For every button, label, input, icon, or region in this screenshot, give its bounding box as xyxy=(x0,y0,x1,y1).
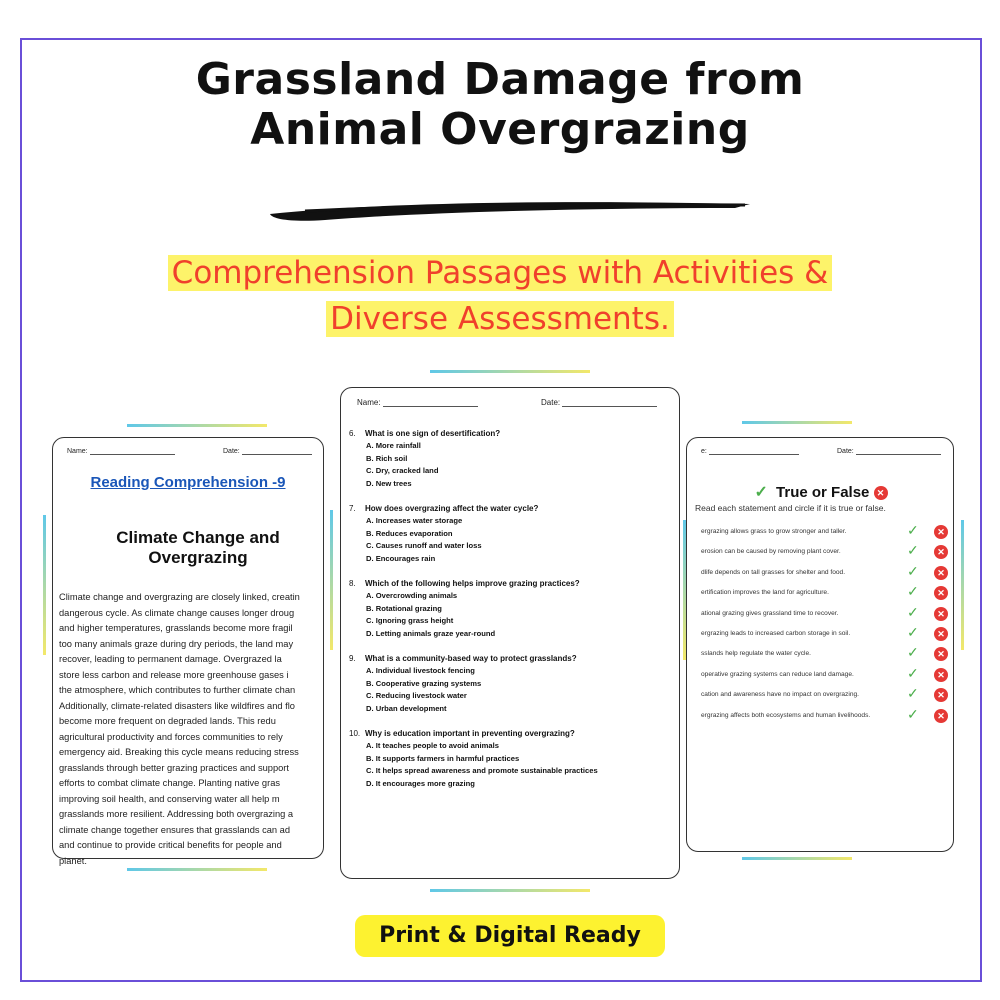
quiz-sheet xyxy=(340,387,680,879)
date-line xyxy=(856,454,941,455)
question-text: What is one sign of desertification? xyxy=(365,429,501,438)
passage-line: recover, leading to permanent damage. Overgrazed la xyxy=(59,654,282,664)
answer-option: B. It supports farmers in harmful practices xyxy=(366,753,520,763)
passage-line: become more frequent on degraded lands. This redu xyxy=(59,716,276,726)
date-label: Date: xyxy=(541,398,561,407)
name-label: Name: xyxy=(67,448,88,455)
question-number: 10. xyxy=(349,729,361,738)
passage-line: improving soil health, and conserving water all help m xyxy=(59,793,280,804)
answer-option: A. More rainfall xyxy=(366,441,421,450)
x-circle-icon[interactable]: ✕ xyxy=(934,607,948,621)
passage-line: grasslands through better grazing practices and support xyxy=(59,762,289,773)
name-label-fragment: e: xyxy=(701,448,707,455)
passage-line: agricultural productivity and forces communities to rely xyxy=(59,731,283,742)
accent-line xyxy=(430,370,590,373)
statement-text: cation and awareness have no impact on overgrazing. xyxy=(701,691,859,699)
answer-option: A. Overcrowding animals xyxy=(366,591,458,600)
name-line xyxy=(709,454,799,455)
true-false-title: True or False xyxy=(776,484,870,501)
statement-text: ergrazing leads to increased carbon storage in soil. xyxy=(701,629,851,637)
question-stem xyxy=(349,653,674,665)
x-circle-icon[interactable]: ✕ xyxy=(934,668,948,682)
answer-option: C. It helps spread awareness and promote sustainable practices xyxy=(366,766,598,775)
x-circle-icon[interactable]: ✕ xyxy=(934,688,948,702)
check-icon[interactable]: ✓ xyxy=(907,583,919,600)
check-icon[interactable]: ✓ xyxy=(907,623,919,640)
name-line xyxy=(90,454,175,455)
true-false-list xyxy=(687,522,955,726)
passage-body xyxy=(59,590,359,869)
check-icon[interactable]: ✓ xyxy=(907,685,919,702)
statement-text: erosion can be caused by removing plant cover. xyxy=(701,548,841,556)
passage-line: and higher temperatures, grasslands become more fragil xyxy=(59,623,293,633)
question-number: 6. xyxy=(349,429,356,438)
passage-line: store less carbon and release more greenhouse gases i xyxy=(59,669,289,680)
true-false-row xyxy=(687,522,955,542)
accent-line xyxy=(742,421,852,424)
x-circle-icon[interactable]: ✕ xyxy=(934,586,948,600)
true-false-row xyxy=(687,644,955,664)
name-field xyxy=(701,448,799,455)
date-field xyxy=(541,398,657,407)
true-false-row xyxy=(687,685,955,705)
quiz-question xyxy=(349,428,674,490)
passage-line: dangerous cycle. As climate change causes longer droug xyxy=(59,607,295,618)
true-false-instructions: Read each statement and circle if it is true or false. xyxy=(695,503,886,513)
check-icon: ✓ xyxy=(754,484,768,501)
answer-option: B. Rich soil xyxy=(366,453,408,463)
answer-option: C. Ignoring grass height xyxy=(366,616,454,625)
statement-text: ertification improves the land for agriculture. xyxy=(701,589,829,597)
x-circle-icon[interactable]: ✕ xyxy=(934,647,948,661)
question-text: Why is education important in preventing overgrazing? xyxy=(365,729,575,738)
accent-line xyxy=(742,857,852,860)
passage-line: too many animals graze during dry periods, the land may xyxy=(59,638,294,649)
question-number: 8. xyxy=(349,579,356,588)
name-field xyxy=(67,448,175,455)
x-circle-icon: ✕ xyxy=(874,486,888,500)
true-false-row xyxy=(687,665,955,685)
passage-line: climate change together ensures that grasslands can ad xyxy=(59,824,291,835)
passage-heading: Climate Change and Overgrazing xyxy=(116,528,280,567)
passage-line: Additionally, climate-related disasters like wildfires and flo xyxy=(59,700,295,711)
statement-text: operative grazing systems can reduce land damage. xyxy=(701,670,854,678)
statement-text: ational grazing gives grassland time to recover. xyxy=(701,609,839,617)
quiz-question xyxy=(349,653,674,715)
question-number: 7. xyxy=(349,504,356,513)
name-field xyxy=(357,398,478,407)
name-label: Name: xyxy=(357,398,381,407)
answer-option: B. Rotational grazing xyxy=(366,603,442,613)
date-label: Date: xyxy=(223,448,240,455)
answer-option: C. Causes runoff and water loss xyxy=(366,541,482,550)
accent-line xyxy=(127,424,267,427)
passage-line: emergency aid. Breaking this cycle means reducing stress xyxy=(59,747,299,757)
true-false-heading xyxy=(687,482,955,502)
statement-text: ergrazing affects both ecosystems and human livelihoods. xyxy=(701,711,871,719)
quiz-question xyxy=(349,578,674,640)
passage-line: grasslands more resilient. Addressing both overgrazing a xyxy=(59,809,294,819)
x-circle-icon[interactable]: ✕ xyxy=(934,566,948,580)
main-title xyxy=(0,55,1000,155)
date-label: Date: xyxy=(837,448,854,455)
x-circle-icon[interactable]: ✕ xyxy=(934,545,948,559)
passage-line: efforts to combat climate change. Planting native gras xyxy=(59,778,281,788)
question-stem xyxy=(349,728,674,740)
check-icon[interactable]: ✓ xyxy=(907,644,919,661)
subtitle-line-2: Diverse Assessments. xyxy=(326,301,674,337)
true-false-row xyxy=(687,583,955,603)
question-stem xyxy=(349,578,674,590)
question-text: What is a community-based way to protect grasslands? xyxy=(365,654,577,663)
answer-option: D. It encourages more grazing xyxy=(366,778,475,788)
answer-option: D. New trees xyxy=(366,478,412,488)
question-stem xyxy=(349,428,674,440)
subtitle xyxy=(0,250,1000,342)
name-line xyxy=(383,406,478,407)
check-icon[interactable]: ✓ xyxy=(907,562,919,579)
accent-line xyxy=(43,515,46,655)
accent-line xyxy=(430,889,590,892)
reading-passage-sheet xyxy=(52,437,324,866)
check-icon[interactable]: ✓ xyxy=(907,705,919,722)
check-icon[interactable]: ✓ xyxy=(907,522,919,538)
statement-text: sslands help regulate the water cycle. xyxy=(701,650,811,658)
answer-option: D. Encourages rain xyxy=(366,553,436,563)
quiz-question xyxy=(349,503,674,565)
answer-option: A. Increases water storage xyxy=(366,516,463,525)
question-number: 9. xyxy=(349,654,356,663)
date-line xyxy=(242,454,312,455)
main-title-text: Grassland Damage from Animal Overgrazing xyxy=(195,54,805,155)
true-false-row xyxy=(687,604,955,624)
true-false-row xyxy=(687,624,955,644)
statement-text: ergrazing allows grass to grow stronger and taller. xyxy=(701,528,847,535)
answer-option: D. Urban development xyxy=(366,703,447,713)
date-line xyxy=(562,406,657,407)
question-text: Which of the following helps improve grazing practices? xyxy=(365,579,580,588)
accent-line xyxy=(961,520,964,650)
answer-option: B. Cooperative grazing systems xyxy=(366,678,482,688)
x-circle-icon[interactable]: ✕ xyxy=(934,627,948,641)
brush-stroke-divider xyxy=(265,196,755,226)
quiz-question xyxy=(349,728,674,790)
check-icon[interactable]: ✓ xyxy=(907,603,919,620)
date-field xyxy=(837,448,941,455)
true-false-sheet xyxy=(686,437,954,852)
answer-option: C. Reducing livestock water xyxy=(366,691,467,700)
answer-option: D. Letting animals graze year-round xyxy=(366,628,496,638)
subtitle-line-1: Comprehension Passages with Activities & xyxy=(168,255,833,291)
answer-option: C. Dry, cracked land xyxy=(366,466,439,475)
passage-line: planet. xyxy=(59,855,87,866)
answer-option: A. Individual livestock fencing xyxy=(366,666,475,675)
quiz-list xyxy=(349,428,674,803)
answer-option: B. Reduces evaporation xyxy=(366,528,453,538)
date-field xyxy=(223,448,312,455)
print-digital-badge: Print & Digital Ready xyxy=(355,915,665,957)
answer-option: A. It teaches people to avoid animals xyxy=(366,741,499,750)
question-stem xyxy=(349,503,674,515)
true-false-row xyxy=(687,706,955,726)
section-label: Reading Comprehension -9 xyxy=(90,474,286,491)
true-false-row xyxy=(687,563,955,583)
true-false-row xyxy=(687,542,955,562)
passage-line: Climate change and overgrazing are closely linked, creatin xyxy=(59,592,300,602)
x-circle-icon[interactable]: ✕ xyxy=(934,709,948,723)
statement-text: dlife depends on tall grasses for shelter and food. xyxy=(701,568,846,576)
check-icon[interactable]: ✓ xyxy=(907,542,919,559)
question-text: How does overgrazing affect the water cycle? xyxy=(365,504,539,513)
passage-line: the atmosphere, which contributes to further climate chan xyxy=(59,685,296,695)
passage-line: and continue to provide critical benefits for people and xyxy=(59,840,282,850)
x-circle-icon[interactable]: ✕ xyxy=(934,525,948,539)
check-icon[interactable]: ✓ xyxy=(907,664,919,681)
